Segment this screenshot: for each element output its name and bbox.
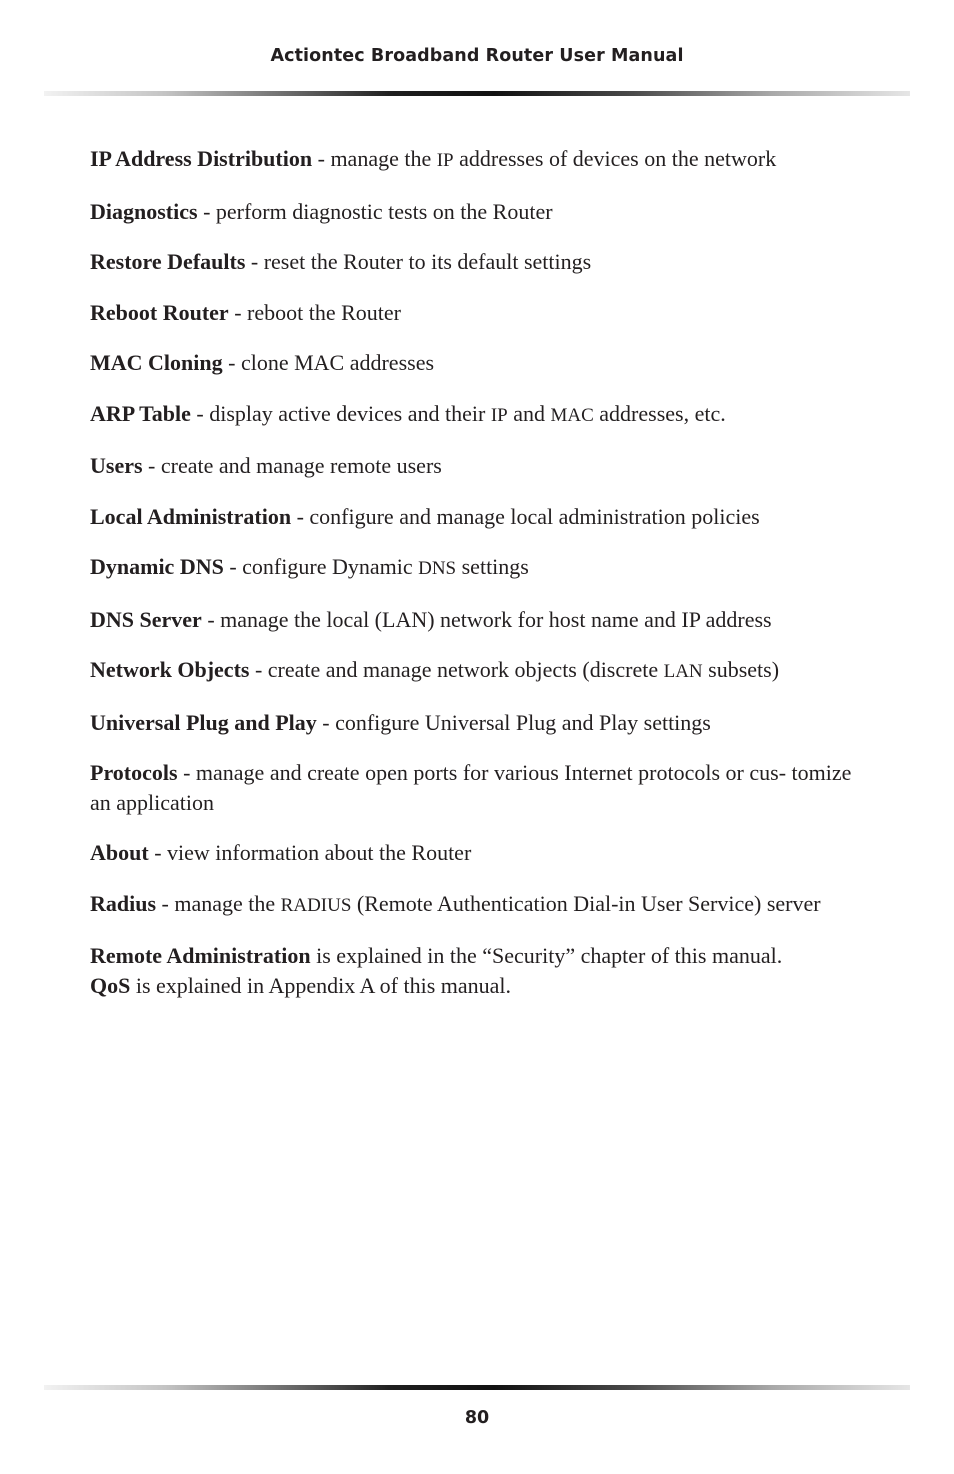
description: subsets) [702, 657, 780, 682]
separator: - [228, 299, 248, 325]
list-item [90, 348, 870, 378]
term: Dynamic DNS [90, 554, 224, 579]
list-item [90, 298, 870, 328]
list-item [90, 605, 870, 635]
description: reboot the Router [247, 299, 401, 325]
term: Users [90, 453, 143, 478]
separator: - [245, 249, 264, 274]
term: IP Address Distribution [90, 146, 313, 171]
list-item [90, 552, 870, 584]
separator: - [223, 554, 243, 579]
separator: - [316, 709, 336, 735]
separator: - [197, 198, 216, 224]
list-item [90, 655, 870, 687]
term: Restore Defaults [90, 249, 246, 274]
description: configure Universal Plug and Play settings [335, 709, 711, 735]
description-abbr: LAN [663, 661, 703, 682]
description: manage the [330, 146, 437, 171]
page-number: 80 [464, 1408, 490, 1428]
term: About [90, 840, 149, 865]
term: DNS Server [90, 606, 202, 632]
list-item [90, 451, 870, 481]
description: addresses, etc. [593, 400, 726, 426]
footer-divider [44, 1385, 910, 1390]
description: view information about the Router [167, 840, 472, 865]
description: perform diagnostic tests on the Router [215, 198, 553, 224]
description: addresses of devices on the network [453, 146, 777, 171]
description-abbr: IP [490, 404, 508, 426]
description: (Remote Authentication Dial-in User Service) server [351, 890, 821, 916]
separator: - [312, 146, 331, 171]
term: Local Administration [90, 503, 292, 529]
term: ARP Table [90, 400, 191, 426]
description: manage and create open ports for various Internet protocols or cus- tomize an application [90, 760, 852, 815]
description: display active devices and their [209, 400, 491, 426]
list-item [90, 399, 870, 431]
definition-list [90, 144, 870, 1000]
description: configure and manage local administration policies [309, 503, 760, 529]
list-item [90, 197, 870, 227]
description: is explained in Appendix A of this manual. [130, 972, 512, 998]
description-abbr: DNS [418, 558, 457, 579]
term: Network Objects [90, 657, 250, 682]
term: Diagnostics [90, 198, 198, 224]
description: create and manage remote users [160, 453, 442, 478]
term: Reboot Router [90, 299, 229, 325]
description-abbr: IP [436, 150, 454, 171]
term: Protocols [90, 760, 178, 785]
list-item [90, 838, 870, 868]
list-item [90, 889, 870, 921]
term: MAC Cloning [90, 350, 223, 375]
description-abbr: RADIUS [280, 894, 352, 916]
list-item [90, 247, 870, 277]
description: is explained in the “Security” chapter of this manual. [310, 943, 783, 968]
page-header-title: Actiontec Broadband Router User Manual [270, 46, 684, 66]
description: manage the local (LAN) network for host name and IP address [220, 606, 772, 632]
term: Remote Administration [90, 943, 311, 968]
list-item [90, 502, 870, 532]
separator: - [291, 503, 310, 529]
description: and [507, 400, 551, 426]
separator: - [201, 606, 221, 632]
description: clone MAC addresses [240, 350, 435, 375]
term: Universal Plug and Play [90, 709, 317, 735]
description: configure Dynamic [242, 554, 419, 579]
description: settings [456, 554, 529, 579]
header-divider [44, 91, 910, 96]
term: Radius [90, 890, 157, 916]
separator: - [177, 760, 196, 785]
separator: - [148, 840, 168, 865]
separator: - [249, 657, 268, 682]
separator: - [156, 890, 175, 916]
description: create and manage network objects (discrete [267, 657, 664, 682]
separator: - [222, 350, 241, 375]
list-item [90, 144, 870, 176]
separator: - [190, 400, 210, 426]
list-item [90, 708, 870, 738]
closing-note [90, 941, 870, 1000]
term: QoS [90, 972, 131, 998]
description: manage the [174, 890, 281, 916]
description: reset the Router to its default settings [263, 249, 592, 274]
list-item [90, 758, 870, 817]
separator: - [142, 453, 161, 478]
description-abbr: MAC [550, 404, 594, 426]
